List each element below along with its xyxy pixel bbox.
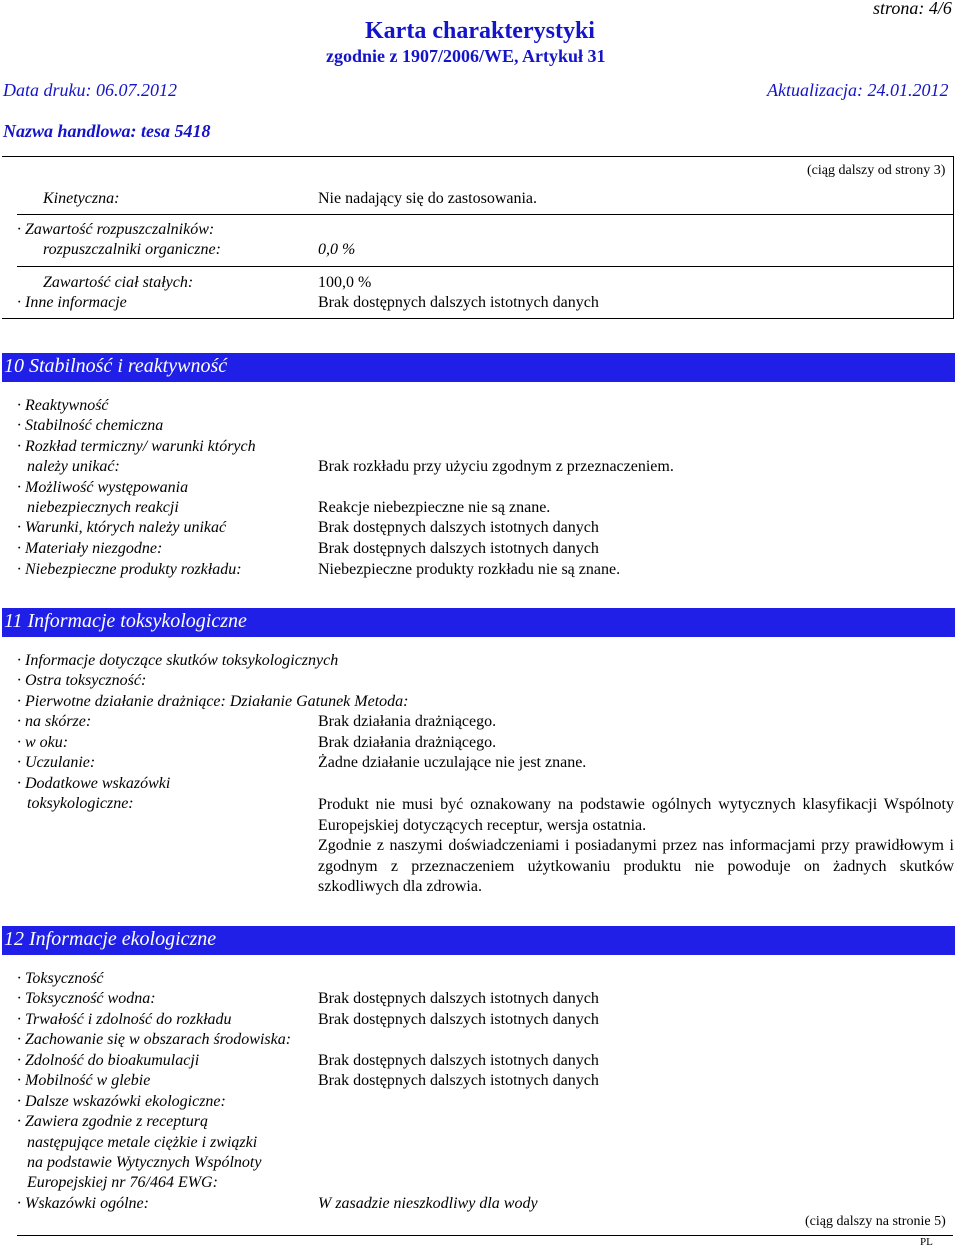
section-10-title: 10 Stabilność i reaktywność	[4, 355, 228, 377]
mobility-label: · Mobilność w glebie	[17, 1072, 151, 1089]
conditions-value: Brak dostępnych dalszych istotnych danych	[318, 519, 599, 536]
bioaccumulation-label: · Zdolność do bioakumulacji	[17, 1052, 200, 1069]
box-bottom-border	[2, 318, 954, 319]
recipe-label-2: następujące metale ciężkie i związki	[27, 1134, 258, 1151]
box-right-border	[953, 156, 954, 319]
kinetic-value: Nie nadający się do zastosowania.	[318, 190, 538, 207]
sensitization-label: · Uczulanie:	[17, 754, 96, 771]
page-number: strona: 4/6	[873, 0, 952, 18]
additional-tox-paragraph-1: Produkt nie musi być oznakowany na podstawie ogólnych wytycznych klasyfikacji Wspólnoty Europejskiej dotyczących receptur, wersja ostatnia.	[318, 796, 954, 834]
print-date: Data druku: 06.07.2012	[3, 80, 177, 100]
thermal-label-1: · Rozkład termiczny/ warunki których	[17, 438, 256, 455]
bioaccumulation-value: Brak dostępnych dalszych istotnych danych	[318, 1052, 599, 1069]
hazardous-reactions-label-1: · Możliwość występowania	[17, 479, 189, 496]
kinetic-label: Kinetyczna:	[43, 190, 120, 207]
additional-tox-label-2: toksykologiczne:	[27, 795, 134, 812]
continued-from: (ciąg dalszy od strony 3)	[807, 163, 946, 178]
document-title: Karta charakterystyki	[365, 18, 595, 44]
section-12-header	[2, 926, 955, 955]
general-notes-value: W zasadzie nieszkodliwy dla wody	[318, 1195, 538, 1212]
primary-irritation-label: · Pierwotne działanie drażniące: Działanie Gatunek Metoda:	[17, 693, 409, 710]
mobility-value: Brak dostępnych dalszych istotnych danych	[318, 1072, 599, 1089]
chem-stability-label: · Stabilność chemiczna	[17, 417, 164, 434]
footer-divider	[17, 1235, 953, 1236]
further-eco-label: · Dalsze wskazówki ekologiczne:	[17, 1093, 226, 1110]
sensitization-value: Żadne działanie uczulające nie jest znane.	[318, 754, 587, 771]
toxicity-label: · Toksyczność	[17, 970, 104, 987]
general-notes-label: · Wskazówki ogólne:	[17, 1195, 149, 1212]
kinetic-divider	[17, 214, 953, 215]
hazardous-reactions-value: Reakcje niebezpieczne nie są znane.	[318, 499, 551, 516]
recipe-label-3: na podstawie Wytycznych Wspólnoty	[27, 1154, 262, 1171]
thermal-label-2: należy unikać:	[27, 458, 120, 475]
aquatic-toxicity-label: · Toksyczność wodna:	[17, 990, 156, 1007]
skin-value: Brak działania drażniącego.	[318, 713, 497, 730]
section-11-title: 11 Informacje toksykologiczne	[4, 610, 247, 632]
solvent-divider	[17, 266, 953, 267]
solids-value: 100,0 %	[318, 274, 372, 291]
additional-tox-paragraph-2: Zgodnie z naszymi doświadczeniami i posiadanymi przez nas informacjami przy prawidłowym i zgodnym z przeznaczeniem użytkowaniu produktu nie powoduje on żadnych skutków szkodliwych dla zdrowia.	[318, 837, 954, 895]
tox-info-label: · Informacje dotyczące skutków toksykologicznych	[17, 652, 339, 669]
eye-label: · w oku:	[17, 734, 69, 751]
language-code: PL	[920, 1236, 933, 1248]
materials-value: Brak dostępnych dalszych istotnych danych	[318, 540, 599, 557]
persistence-value: Brak dostępnych dalszych istotnych danych	[318, 1011, 599, 1028]
environment-behaviour-label: · Zachowanie się w obszarach środowiska:	[17, 1031, 292, 1048]
reactivity-label: · Reaktywność	[17, 397, 109, 414]
other-info-label: · Inne informacje	[17, 294, 127, 311]
other-info-value: Brak dostępnych dalszych istotnych danych	[318, 294, 599, 311]
hazardous-reactions-label-2: niebezpiecznych reakcji	[27, 499, 179, 516]
section-10-header	[2, 353, 955, 382]
decomposition-label: · Niebezpieczne produkty rozkładu:	[17, 561, 242, 578]
skin-label: · na skórze:	[17, 713, 92, 730]
trade-name: Nazwa handlowa: tesa 5418	[3, 121, 211, 141]
decomposition-value: Niebezpieczne produkty rozkładu nie są znane.	[318, 561, 621, 578]
eye-value: Brak działania drażniącego.	[318, 734, 497, 751]
persistence-label: · Trwałość i zdolność do rozkładu	[17, 1011, 232, 1028]
solvent-value: 0,0 %	[318, 241, 356, 258]
document-subtitle: zgodnie z 1907/2006/WE, Artykuł 31	[326, 46, 606, 66]
header-divider	[2, 156, 954, 157]
section-11-header	[2, 608, 955, 637]
conditions-label: · Warunki, których należy unikać	[17, 519, 227, 536]
continued-on: (ciąg dalszy na stronie 5)	[805, 1214, 946, 1229]
section-12-title: 12 Informacje ekologiczne	[4, 928, 217, 950]
thermal-value: Brak rozkładu przy użyciu zgodnym z przeznaczeniem.	[318, 458, 674, 475]
aquatic-toxicity-value: Brak dostępnych dalszych istotnych danych	[318, 990, 599, 1007]
materials-label: · Materiały niezgodne:	[17, 540, 163, 557]
recipe-label-1: · Zawiera zgodnie z recepturą	[17, 1113, 208, 1130]
solvent-label-1: · Zawartość rozpuszczalników:	[17, 221, 215, 238]
solids-label: Zawartość ciał stałych:	[43, 274, 194, 291]
acute-toxicity-label: · Ostra toksyczność:	[17, 672, 147, 689]
update-date: Aktualizacja: 24.01.2012	[767, 80, 949, 100]
recipe-label-4: Europejskiej nr 76/464 EWG:	[27, 1174, 218, 1191]
additional-tox-label-1: · Dodatkowe wskazówki	[17, 775, 171, 792]
solvent-label-2: rozpuszczalniki organiczne:	[43, 241, 221, 258]
